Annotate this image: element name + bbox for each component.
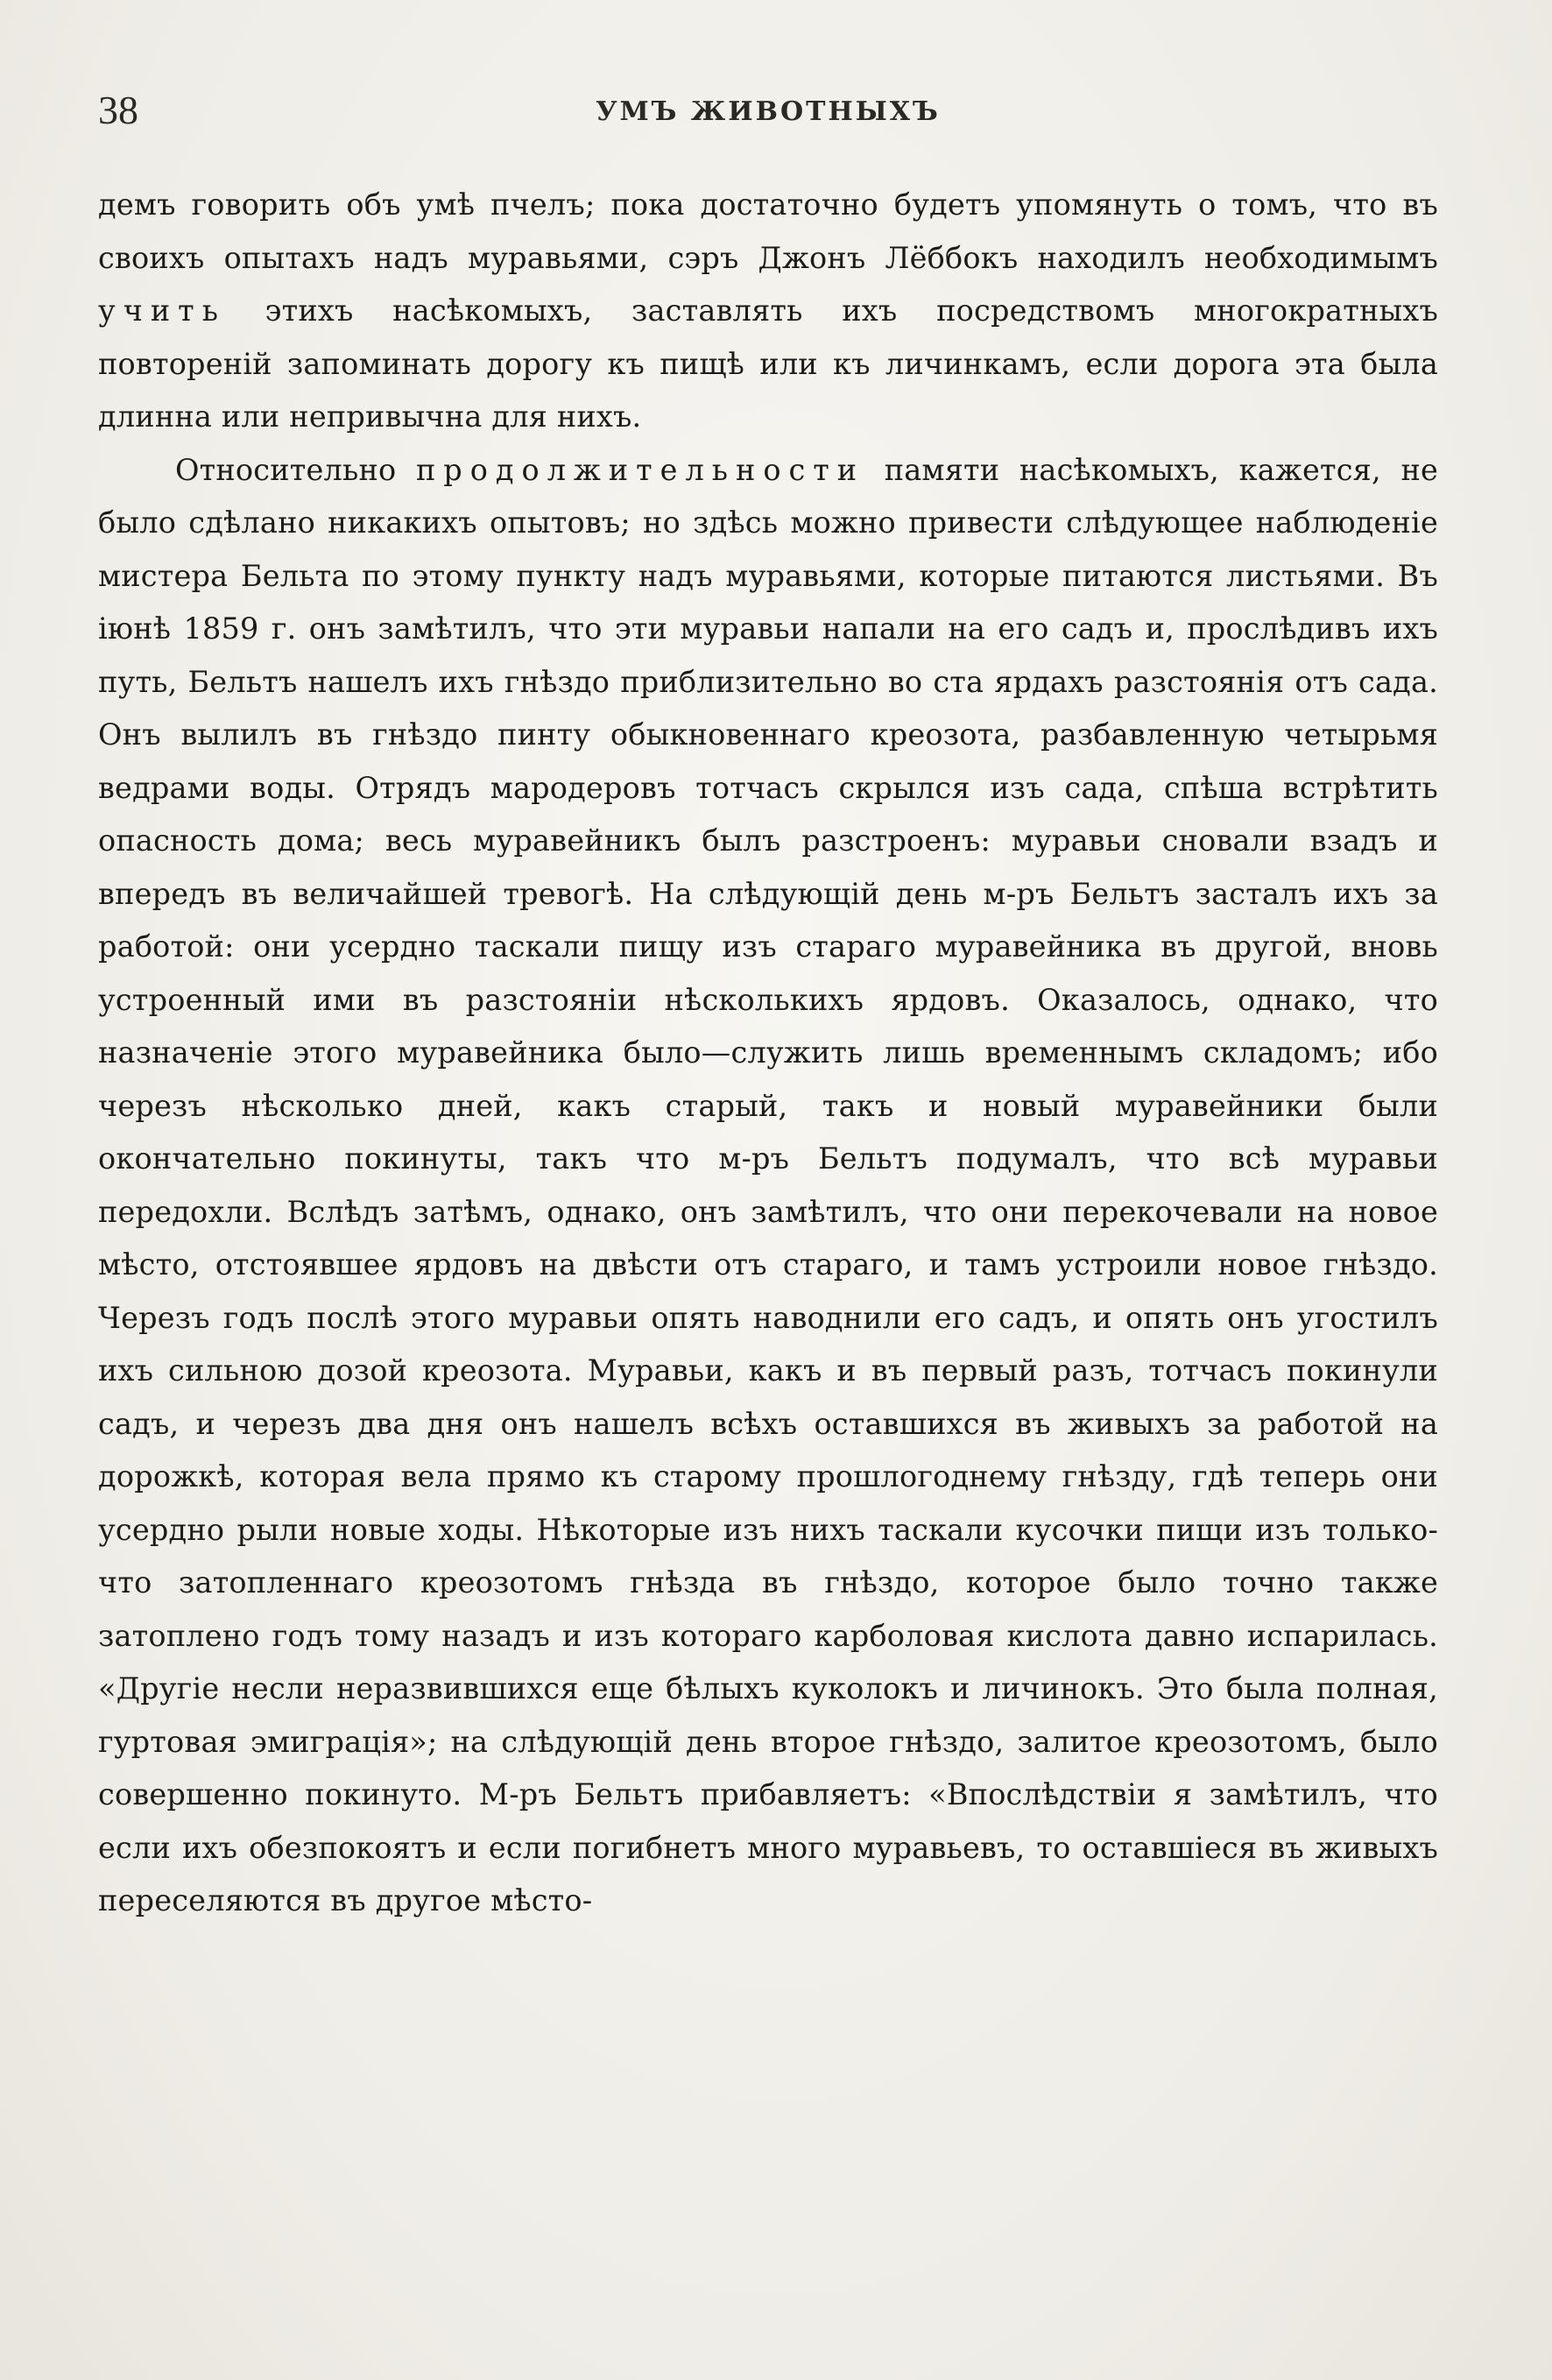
paragraph-1-spaced-word: учить	[98, 293, 226, 328]
paragraph-1-text-b: этихъ насѣкомыхъ, заставлять ихъ посредствомъ многократныхъ повтореній запоминать дорогу къ пищѣ или къ личинкамъ, если дорога эта была длинна или непривычна для нихъ.	[98, 293, 1438, 434]
paragraph-2-text-b: памяти насѣкомыхъ, кажется, не было сдѣлано никакихъ опытовъ; но здѣсь можно привести слѣдующее наблюденіе мистера Бельта по этому пункту надъ муравьями, которые питаются листьями. Въ іюнѣ 1859 г. онъ замѣтилъ, что эти муравьи напали на его садъ и, прослѣдивъ ихъ путь, Бельтъ нашелъ ихъ гнѣздо приблизительно во ста ярдахъ разстоянія отъ сада. Онъ вылилъ въ гнѣздо пинту обыкновеннаго креозота, разбавленную четырьмя ведрами воды. Отрядъ мародеровъ тотчасъ скрылся изъ сада, спѣша встрѣтить опасность дома; весь муравейникъ былъ разстроенъ: муравьи сновали взадъ и впередъ въ величайшей тревогѣ. На слѣдующій день м-ръ Бельтъ засталъ ихъ за работой: они усердно таскали пищу изъ стараго муравейника въ другой, вновь устроенный ими въ разстояніи нѣсколькихъ ярдовъ. Оказалось, однако, что назначеніе этого муравейника было—служить лишь временнымъ складомъ; ибо черезъ нѣсколько дней, какъ старый, такъ и новый муравейники были окончательно покинуты, такъ что м-ръ Бельтъ подумалъ, что всѣ муравьи передохли. Вслѣдъ затѣмъ, однако, онъ замѣтилъ, что они перекочевали на новое мѣсто, отстоявшее ярдовъ на двѣсти отъ стараго, и тамъ устроили новое гнѣздо. Черезъ годъ послѣ этого муравьи опять наводнили его садъ, и опять онъ угостилъ ихъ сильною дозой креозота. Муравьи, какъ и въ первый разъ, тотчасъ покинули садъ, и черезъ два дня онъ нашелъ всѣхъ оставшихся въ живыхъ за работой на дорожкѣ, которая вела прямо къ старому прошлогоднему гнѣзду, гдѣ теперь они усердно рыли новые ходы. Нѣкоторые изъ нихъ таскали кусочки пищи изъ только-что затопленнаго креозотомъ гнѣзда въ гнѣздо, которое было точно также затоплено годъ тому назадъ и изъ котораго карболовая кислота давно испарилась. «Другіе несли неразвившихся еще бѣлыхъ куколокъ и личинокъ. Это была полная, гуртовая эмиграція»; на слѣдующій день второе гнѣздо, залитое креозотомъ, было совершенно покинуто. М-ръ Бельтъ прибавляетъ: «Впослѣдствіи я замѣтилъ, что если ихъ обезпокоятъ и если погибнетъ много муравьевъ, то оставшіеся въ живыхъ переселяются въ другое мѣсто-	[98, 452, 1439, 1917]
paragraph-2-text-a: Относительно	[175, 452, 416, 487]
paragraph-2-spaced-word: продолжительности	[415, 452, 865, 487]
paragraph-2	[98, 444, 1438, 1928]
body-text	[98, 179, 1438, 1928]
paragraph-1-text-a: демъ говорить объ умѣ пчелъ; пока достаточно будетъ упомянуть о томъ, что въ своихъ опытахъ надъ муравьями, сэръ Джонъ Лёббокъ находилъ необходимымъ	[98, 187, 1438, 275]
running-title: УМЪ ЖИВОТНЫХЪ	[596, 96, 941, 127]
page-number: 38	[98, 88, 138, 132]
paragraph-1	[98, 179, 1438, 444]
running-head	[98, 84, 1438, 145]
